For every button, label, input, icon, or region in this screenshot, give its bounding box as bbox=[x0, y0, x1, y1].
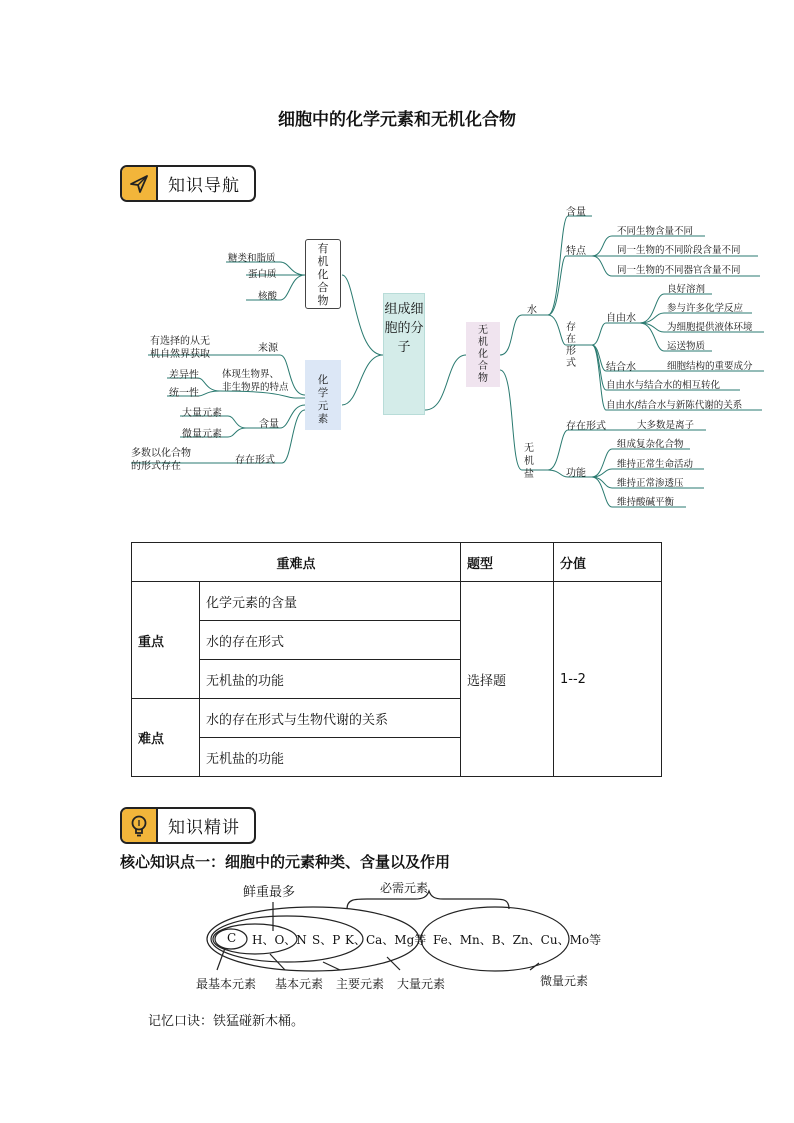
mindmap-salt: 无机盐 bbox=[524, 443, 534, 480]
mindmap-form-desc: 的形式存在 bbox=[131, 461, 181, 472]
macro-label: 大量元素 bbox=[397, 977, 446, 991]
mindmap-unity: 统一性 bbox=[169, 388, 199, 399]
mindmap-salt-form-desc: 大多数是离子 bbox=[637, 420, 695, 431]
most-basic-label: 最基本元素 bbox=[196, 977, 257, 991]
mindmap-convert: 自由水与结合水的相互转化 bbox=[606, 380, 721, 391]
group-c: C bbox=[227, 931, 237, 945]
mindmap-organic-item: 糖类和脂质 bbox=[228, 253, 276, 264]
lightbulb-icon bbox=[122, 809, 158, 842]
mindmap-diff: 差异性 bbox=[169, 370, 199, 381]
table-cell: 无机盐的功能 bbox=[200, 738, 461, 777]
mindmap-func-item: 维持酸碱平衡 bbox=[617, 497, 675, 508]
difficult-label: 难点 bbox=[132, 699, 200, 777]
mindmap-elements: 化学元素 bbox=[305, 360, 341, 430]
mindmap-feature-item: 不同生物含量不同 bbox=[617, 226, 694, 237]
mindmap-source-desc: 机自然界获取 bbox=[150, 349, 210, 360]
mindmap-water-form: 存在形式 bbox=[566, 322, 576, 369]
mindmap-feature: 非生物界的特点 bbox=[222, 382, 289, 393]
key-points-table bbox=[131, 542, 662, 777]
table-header: 题型 bbox=[461, 543, 554, 582]
mindmap-macro: 大量元素 bbox=[182, 408, 222, 419]
mindmap-free-water: 自由水 bbox=[606, 313, 636, 324]
section-badge-lecture bbox=[120, 807, 256, 844]
micro-label: 微量元素 bbox=[540, 974, 589, 988]
mindmap-salt-form: 存在形式 bbox=[566, 421, 606, 432]
mindmap-source-desc: 有选择的从无 bbox=[150, 336, 210, 347]
mindmap-bound-item: 细胞结构的重要成分 bbox=[667, 361, 753, 372]
mindmap-water-content: 含量 bbox=[566, 207, 586, 218]
table-header: 重难点 bbox=[132, 543, 461, 582]
mindmap-organic-item: 蛋白质 bbox=[248, 269, 277, 280]
mindmap-form: 存在形式 bbox=[235, 455, 275, 466]
page-title: 细胞中的化学元素和无机化合物 bbox=[278, 110, 516, 130]
mindmap-source: 来源 bbox=[258, 343, 278, 354]
group-kcamg: K、Ca、Mg等 bbox=[345, 933, 427, 947]
table-cell: 水的存在形式 bbox=[200, 621, 461, 660]
mindmap-bound-water: 结合水 bbox=[606, 362, 636, 373]
table-header: 分值 bbox=[554, 543, 662, 582]
table-cell: 无机盐的功能 bbox=[200, 660, 461, 699]
mindmap-water: 水 bbox=[527, 305, 537, 316]
mindmap-free-item: 运送物质 bbox=[667, 341, 706, 352]
section-label: 知识精讲 bbox=[168, 818, 240, 838]
mindmap-free-item: 良好溶剂 bbox=[667, 284, 706, 295]
group-sp: S、P bbox=[312, 933, 341, 947]
group-micro: Fe、Mn、B、Zn、Cu、Mo等 bbox=[433, 933, 602, 947]
mindmap-func-item: 维持正常渗透压 bbox=[617, 478, 684, 489]
knowledge-point-title: 核心知识点一：细胞中的元素种类、含量以及作用 bbox=[120, 853, 451, 871]
mindmap-func-item: 组成复杂化合物 bbox=[617, 439, 684, 450]
fresh-most-label: 鲜重最多 bbox=[243, 885, 296, 900]
mindmap-feature-item: 同一生物的不同阶段含量不同 bbox=[617, 245, 741, 256]
mindmap-feature-item: 同一生物的不同器官含量不同 bbox=[617, 265, 741, 276]
essential-label: 必需元素 bbox=[380, 881, 429, 895]
table-cell: 化学元素的含量 bbox=[200, 582, 461, 621]
mnemonic: 记忆口诀：铁猛碰新木桶。 bbox=[148, 1014, 305, 1029]
section-label: 知识导航 bbox=[168, 176, 240, 196]
mindmap-center: 组成细胞的分子 bbox=[383, 293, 425, 415]
mindmap-salt-func: 功能 bbox=[566, 468, 586, 479]
mindmap-free-item: 参与许多化学反应 bbox=[667, 303, 744, 314]
mindmap-free-item: 为细胞提供液体环境 bbox=[667, 322, 753, 333]
mindmap-form-desc: 多数以化合物 bbox=[131, 448, 191, 459]
mindmap-water-feature: 特点 bbox=[566, 246, 586, 257]
mindmap-content: 含量 bbox=[259, 419, 279, 430]
mindmap-organic-item: 核酸 bbox=[258, 291, 278, 302]
mindmap-func-item: 维持正常生命活动 bbox=[617, 459, 694, 470]
mindmap-inorganic: 无机化合物 bbox=[466, 322, 500, 387]
mindmap-micro: 微量元素 bbox=[182, 429, 222, 440]
mindmap-relation: 自由水/结合水与新陈代谢的关系 bbox=[606, 400, 743, 411]
question-type: 选择题 bbox=[461, 582, 554, 777]
table-cell: 水的存在形式与生物代谢的关系 bbox=[200, 699, 461, 738]
basic-label: 基本元素 bbox=[275, 977, 324, 991]
main-label: 主要元素 bbox=[336, 977, 385, 991]
score: 1--2 bbox=[554, 582, 662, 777]
mindmap-organic: 有机化合物 bbox=[305, 239, 341, 309]
group-hon: H、O、N bbox=[252, 933, 307, 947]
key-label: 重点 bbox=[132, 582, 200, 699]
mindmap-feature: 体现生物界、 bbox=[222, 369, 280, 380]
